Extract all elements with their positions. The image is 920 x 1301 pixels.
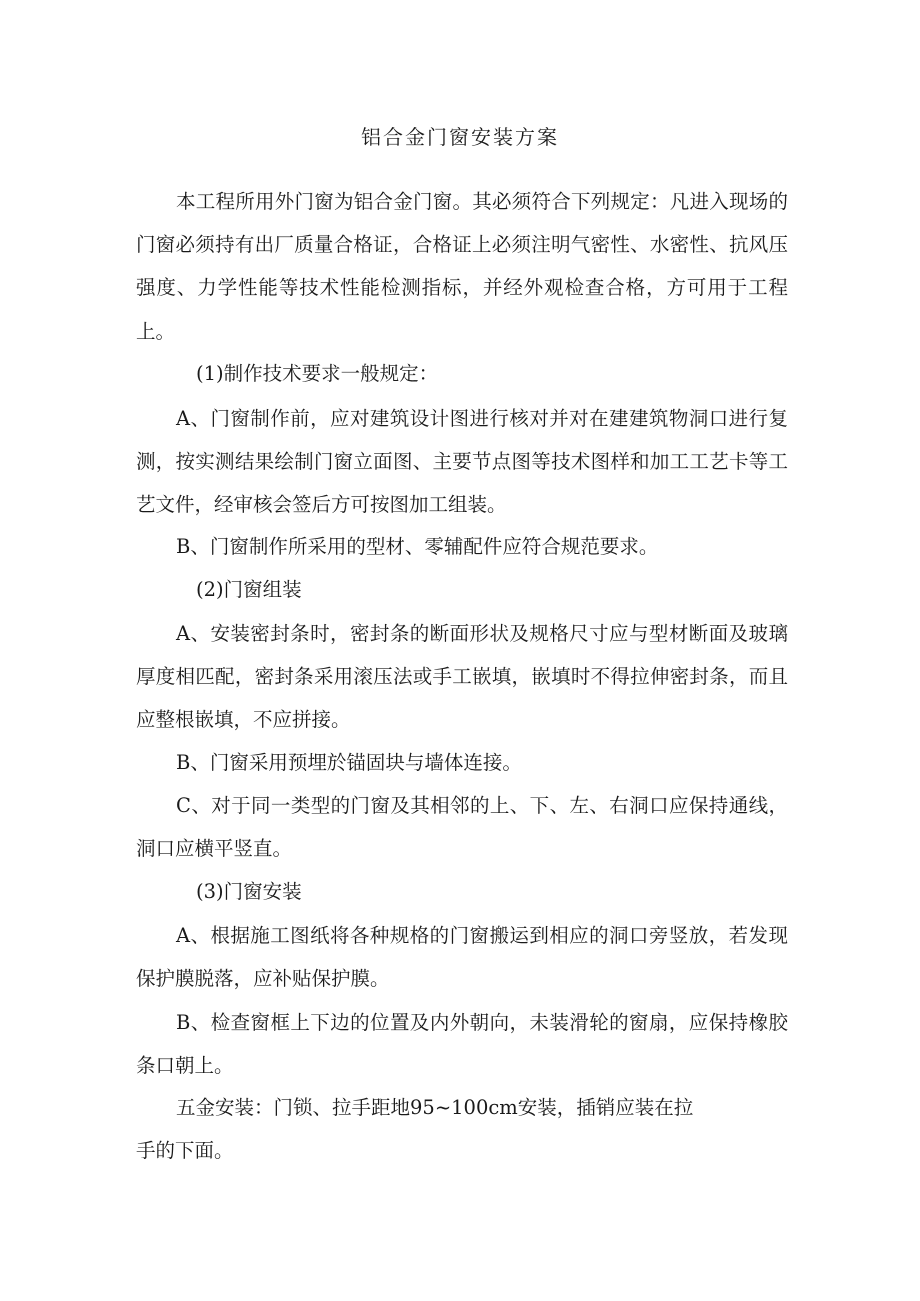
section2-item-b: B、门窗采用预埋於锚固块与墙体连接。 [176,751,522,774]
section1-heading: (1)制作技术要求一般规定： [196,362,439,385]
section2-item-c: C、对于同一类型的门窗及其相邻的上、下、左、右洞口应保持通线，洞口应横平竖直。 [136,794,788,861]
section1-item-a: A、门窗制作前，应对建筑设计图进行核对并对在建建筑物洞口进行复测，按实测结果绘制门窗立面图、主要节点图等技术图样和加工工艺卡等工艺文件，经审核会签后方可按图加工组装。 [136,407,788,517]
intro-paragraph: 本工程所用外门窗为铝合金门窗。其必须符合下列规定：凡进入现场的门窗必须持有出厂质量合格证，合格证上必须注明气密性、水密性、抗风压强度、力学性能等技术性能检测指标，并经外观检查合格，方可用于工程上。 [136,190,788,343]
hardware-line-1: 五金安装：门锁、拉手距地95~100cm安装，插销应装在拉 [176,1096,694,1119]
section3-item-a: A、根据施工图纸将各种规格的门窗搬运到相应的洞口旁竖放，若发现保护膜脱落，应补贴保护膜。 [136,924,788,991]
document-title: 铝合金门窗安装方案 [361,125,559,149]
hardware-line-2: 手的下面。 [136,1139,234,1162]
section3-item-b: B、检查窗框上下边的位置及内外朝向，未装滑轮的窗扇，应保持橡胶条口朝上。 [136,1011,788,1078]
section1-item-b: B、门窗制作所采用的型材、零辅配件应符合规范要求。 [176,535,659,558]
section2-heading: (2)门窗组装 [196,578,302,601]
section3-heading: (3)门窗安装 [196,880,302,903]
section2-item-a: A、安装密封条时，密封条的断面形状及规格尺寸应与型材断面及玻璃厚度相匹配，密封条采用滚压法或手工嵌填，嵌填时不得拉伸密封条，而且应整根嵌填，不应拼接。 [136,622,788,732]
